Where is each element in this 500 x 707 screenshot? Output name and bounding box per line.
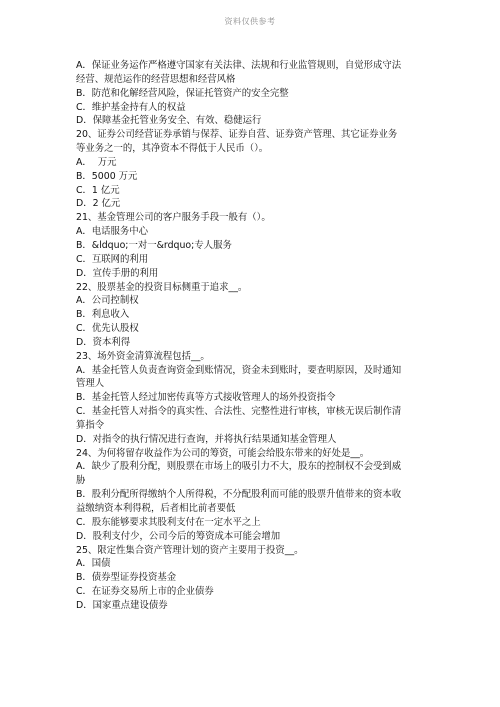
text-line: B．股利分配所得缴纳个人所得税，不分配股利而可能的股票升值带来的资本收 xyxy=(76,489,402,501)
text-line: D．2 亿元 xyxy=(76,198,121,210)
text-line: C．在证券交易所上市的企业债券 xyxy=(76,586,214,598)
text-line: 24、为何将留存收益作为公司的筹资，可能会给股东带来的好处是__。 xyxy=(76,447,370,459)
text-line: 20、证券公司经营证券承销与保荐、证券自营、证券资产管理、其它证券业务 xyxy=(76,129,398,141)
text-line: C．股东能够要求其股利支付在一定水平之上 xyxy=(76,516,261,528)
text-line: B．5000 万元 xyxy=(76,170,138,182)
text-line: 算指令 xyxy=(76,419,105,431)
text-line: B．债券型证券投资基金 xyxy=(76,572,177,584)
text-line: B．基金托管人经过加密传真等方式接收管理人的场外投资指令 xyxy=(76,392,336,404)
page-header: 资料仅供参考 xyxy=(224,17,276,26)
text-line: C．优先认股权 xyxy=(76,323,139,335)
text-line: D．股利支付少，公司今后的筹资成本可能会增加 xyxy=(76,530,281,542)
text-line: 益缴纳资本利得税，后者相比前者要低 xyxy=(76,503,236,514)
text-line: B．&ldquo;一对一&rdquo;专人服务 xyxy=(76,239,232,251)
text-line: D．保障基金托管业务安全、有效、稳健运行 xyxy=(76,115,262,127)
text-line: 22、股票基金的投资目标侧重于追求__。 xyxy=(76,281,248,293)
text-line: A．国债 xyxy=(76,558,111,570)
text-line: D．对指令的执行情况进行查询，并将执行结果通知基金管理人 xyxy=(76,433,337,445)
text-line: C．维护基金持有人的权益 xyxy=(76,101,186,113)
text-line: B．防范和化解经营风险，保证托管资产的安全完整 xyxy=(76,87,289,99)
text-line: 胁 xyxy=(76,475,86,487)
text-line: A．电话服务中心 xyxy=(76,226,149,238)
text-line: 25、限定性集合资产管理计划的资产主要用于投资__。 xyxy=(76,544,304,556)
text-line: 经营、规范运作的经营思想和经营风格 xyxy=(76,73,236,85)
text-line: C．互联网的利用 xyxy=(76,253,149,265)
text-line: 23、场外资金清算流程包括__。 xyxy=(76,350,210,362)
text-line: B．利息收入 xyxy=(76,309,130,321)
text-line: 21、基金管理公司的客户服务手段一般有（）。 xyxy=(76,212,271,224)
text-line: D．国家重点建设债券 xyxy=(76,599,168,611)
document-body xyxy=(76,59,430,613)
text-line: 管理人 xyxy=(76,378,105,390)
text-line: 等业务之一的，其净资本不得低于人民币（）。 xyxy=(76,143,269,155)
text-line: C．1 亿元 xyxy=(76,184,120,196)
text-line: D．资本利得 xyxy=(76,336,131,348)
text-line: A．保证业务运作严格遵守国家有关法律、法规和行业监管规则，自觉形成守法 xyxy=(76,60,402,71)
text-line: C．基金托管人对指令的真实性、合法性、完整性进行审核，审核无误后制作清 xyxy=(76,406,402,418)
text-line: A．缺少了股利分配，则股票在市场上的吸引力不大，股东的控制权不会受到威 xyxy=(76,461,402,473)
text-line: D．宣传手册的利用 xyxy=(76,267,159,279)
text-line: A．基金托管人负责查询资金到账情况，资金未到账时，要查明原因，及时通知 xyxy=(76,364,402,376)
text-line: A．公司控制权 xyxy=(76,295,139,307)
text-line: A． 万元 xyxy=(76,156,117,168)
